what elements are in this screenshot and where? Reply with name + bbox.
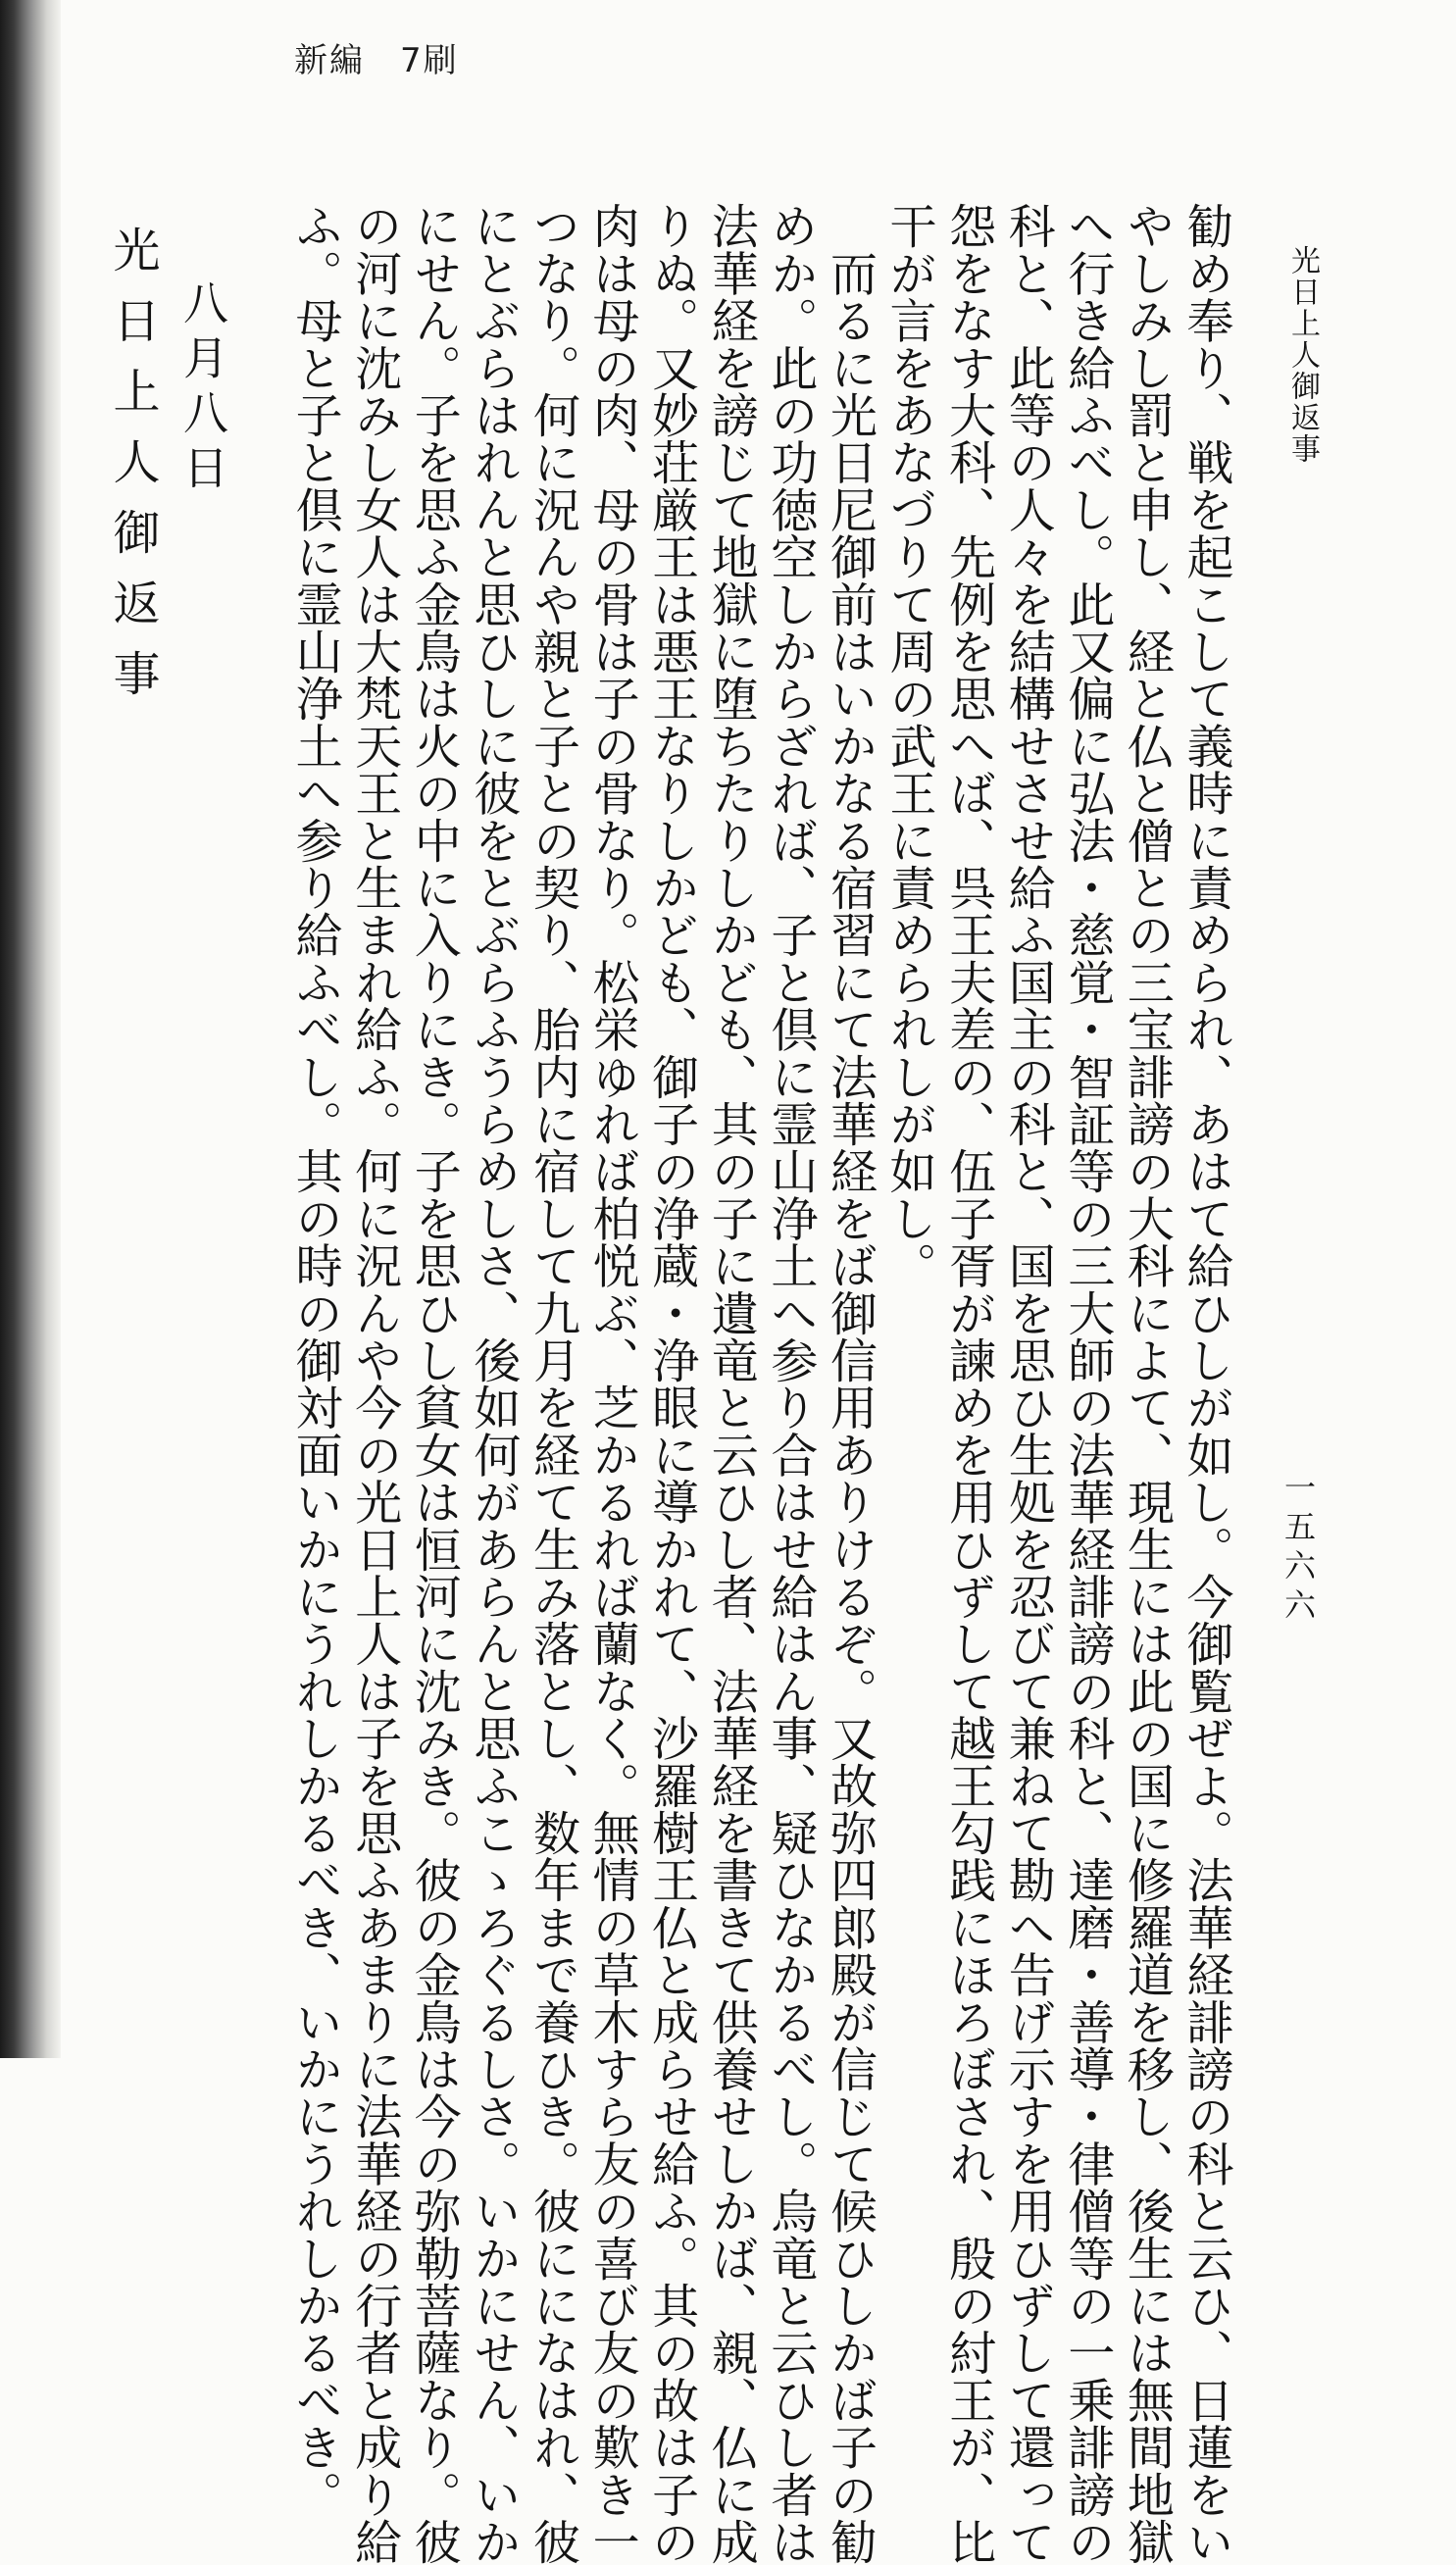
page-number: 一五六六 xyxy=(1280,1471,1317,1628)
text-line: りぬ。又妙荘厳王は悪王なりしかども、御子の浄蔵・浄眼に導かれて、沙羅樹王仏と成らせ給ふ。其の故は子の xyxy=(643,202,699,2565)
closing-date: 八月八日 xyxy=(176,279,229,499)
text-line: 干が言をあなづりて周の武王に責められしが如し。 xyxy=(881,202,937,1289)
text-line: にとぶらはれんと思ひしに彼をとぶらふうらめしさ、後如何があらんと思ふこゝろぐるしさ。いかにせん、いか xyxy=(465,202,521,2565)
body-text xyxy=(285,202,1236,2565)
text-line: めか。此の功徳空しからざれば、子と倶に霊山浄土へ参り合はせ給はん事、疑ひなかるべし。烏竜と云ひし者は xyxy=(762,202,818,2565)
scan-note: 新編 7刷 xyxy=(294,41,459,80)
text-line: 而るに光日尼御前はいかなる宿習にて法華経をば御信用ありけるぞ。又故弥四郎殿が信じて候ひしかば子の勧 xyxy=(822,202,878,2565)
text-line: の河に沈みし女人は大梵天王と生まれ給ふ。何に況んや今の光日上人は子を思ふあまりに法華経の行者と成り給 xyxy=(346,202,402,2565)
text-line: にせん。子を思ふ金鳥は火の中に入りにき。子を思ひし貧女は恒河に沈みき。彼の金鳥は今の弥勒菩薩なり。彼 xyxy=(406,202,462,2565)
text-line: 勧め奉り、戦を起こして義時に責められ、あはて給ひしが如し。今御覧ぜよ。法華経誹謗の科と云ひ、日蓮をい xyxy=(1179,202,1233,2565)
closing-title: 光日上人御返事 xyxy=(105,226,160,720)
text-line: ふ。母と子と倶に霊山浄土へ参り給ふべし。其の時の御対面いかにうれしかるべき、いかにうれしかるべき。 xyxy=(287,202,343,2518)
binding-edge xyxy=(0,0,61,2058)
running-head: 光日上人御返事 xyxy=(1285,245,1320,465)
text-line: 肉は母の肉、母の骨は子の骨なり。松栄ゆれば柏悦ぶ、芝かるれば蘭なく。無情の草木すら友の喜び友の歎き一 xyxy=(584,202,640,2565)
text-line: 法華経を謗じて地獄に堕ちたりしかども、其の子に遺竜と云ひし者、法華経を書きて供養せしかば、親、仏に成 xyxy=(703,202,759,2565)
text-line: 怨をなす大科、先例を思へば、呉王夫差の、伍子胥が諫めを用ひずして越王勾践にほろぼされ、殷の紂王が、比 xyxy=(940,202,996,2565)
text-line: へ行き給ふべし。此又偏に弘法・慈覚・智証等の三大師の法華経誹謗の科と、達磨・善導・律僧等の一乗誹謗の xyxy=(1059,202,1115,2565)
text-line: やしみし罰と申し、経と仏と僧との三宝誹謗の大科によて、現生には此の国に修羅道を移し、後生には無間地獄 xyxy=(1119,202,1175,2565)
text-line: 科と、此等の人々を結構せさせ給ふ国主の科と、国を思ひ生処を忍びて兼ねて勘へ告げ示すを用ひずして還って xyxy=(1000,202,1056,2565)
text-line: つなり。何に況んや親と子との契り、胎内に宿して九月を経て生み落とし、数年まで養ひき。彼にになはれ、彼 xyxy=(525,202,580,2565)
